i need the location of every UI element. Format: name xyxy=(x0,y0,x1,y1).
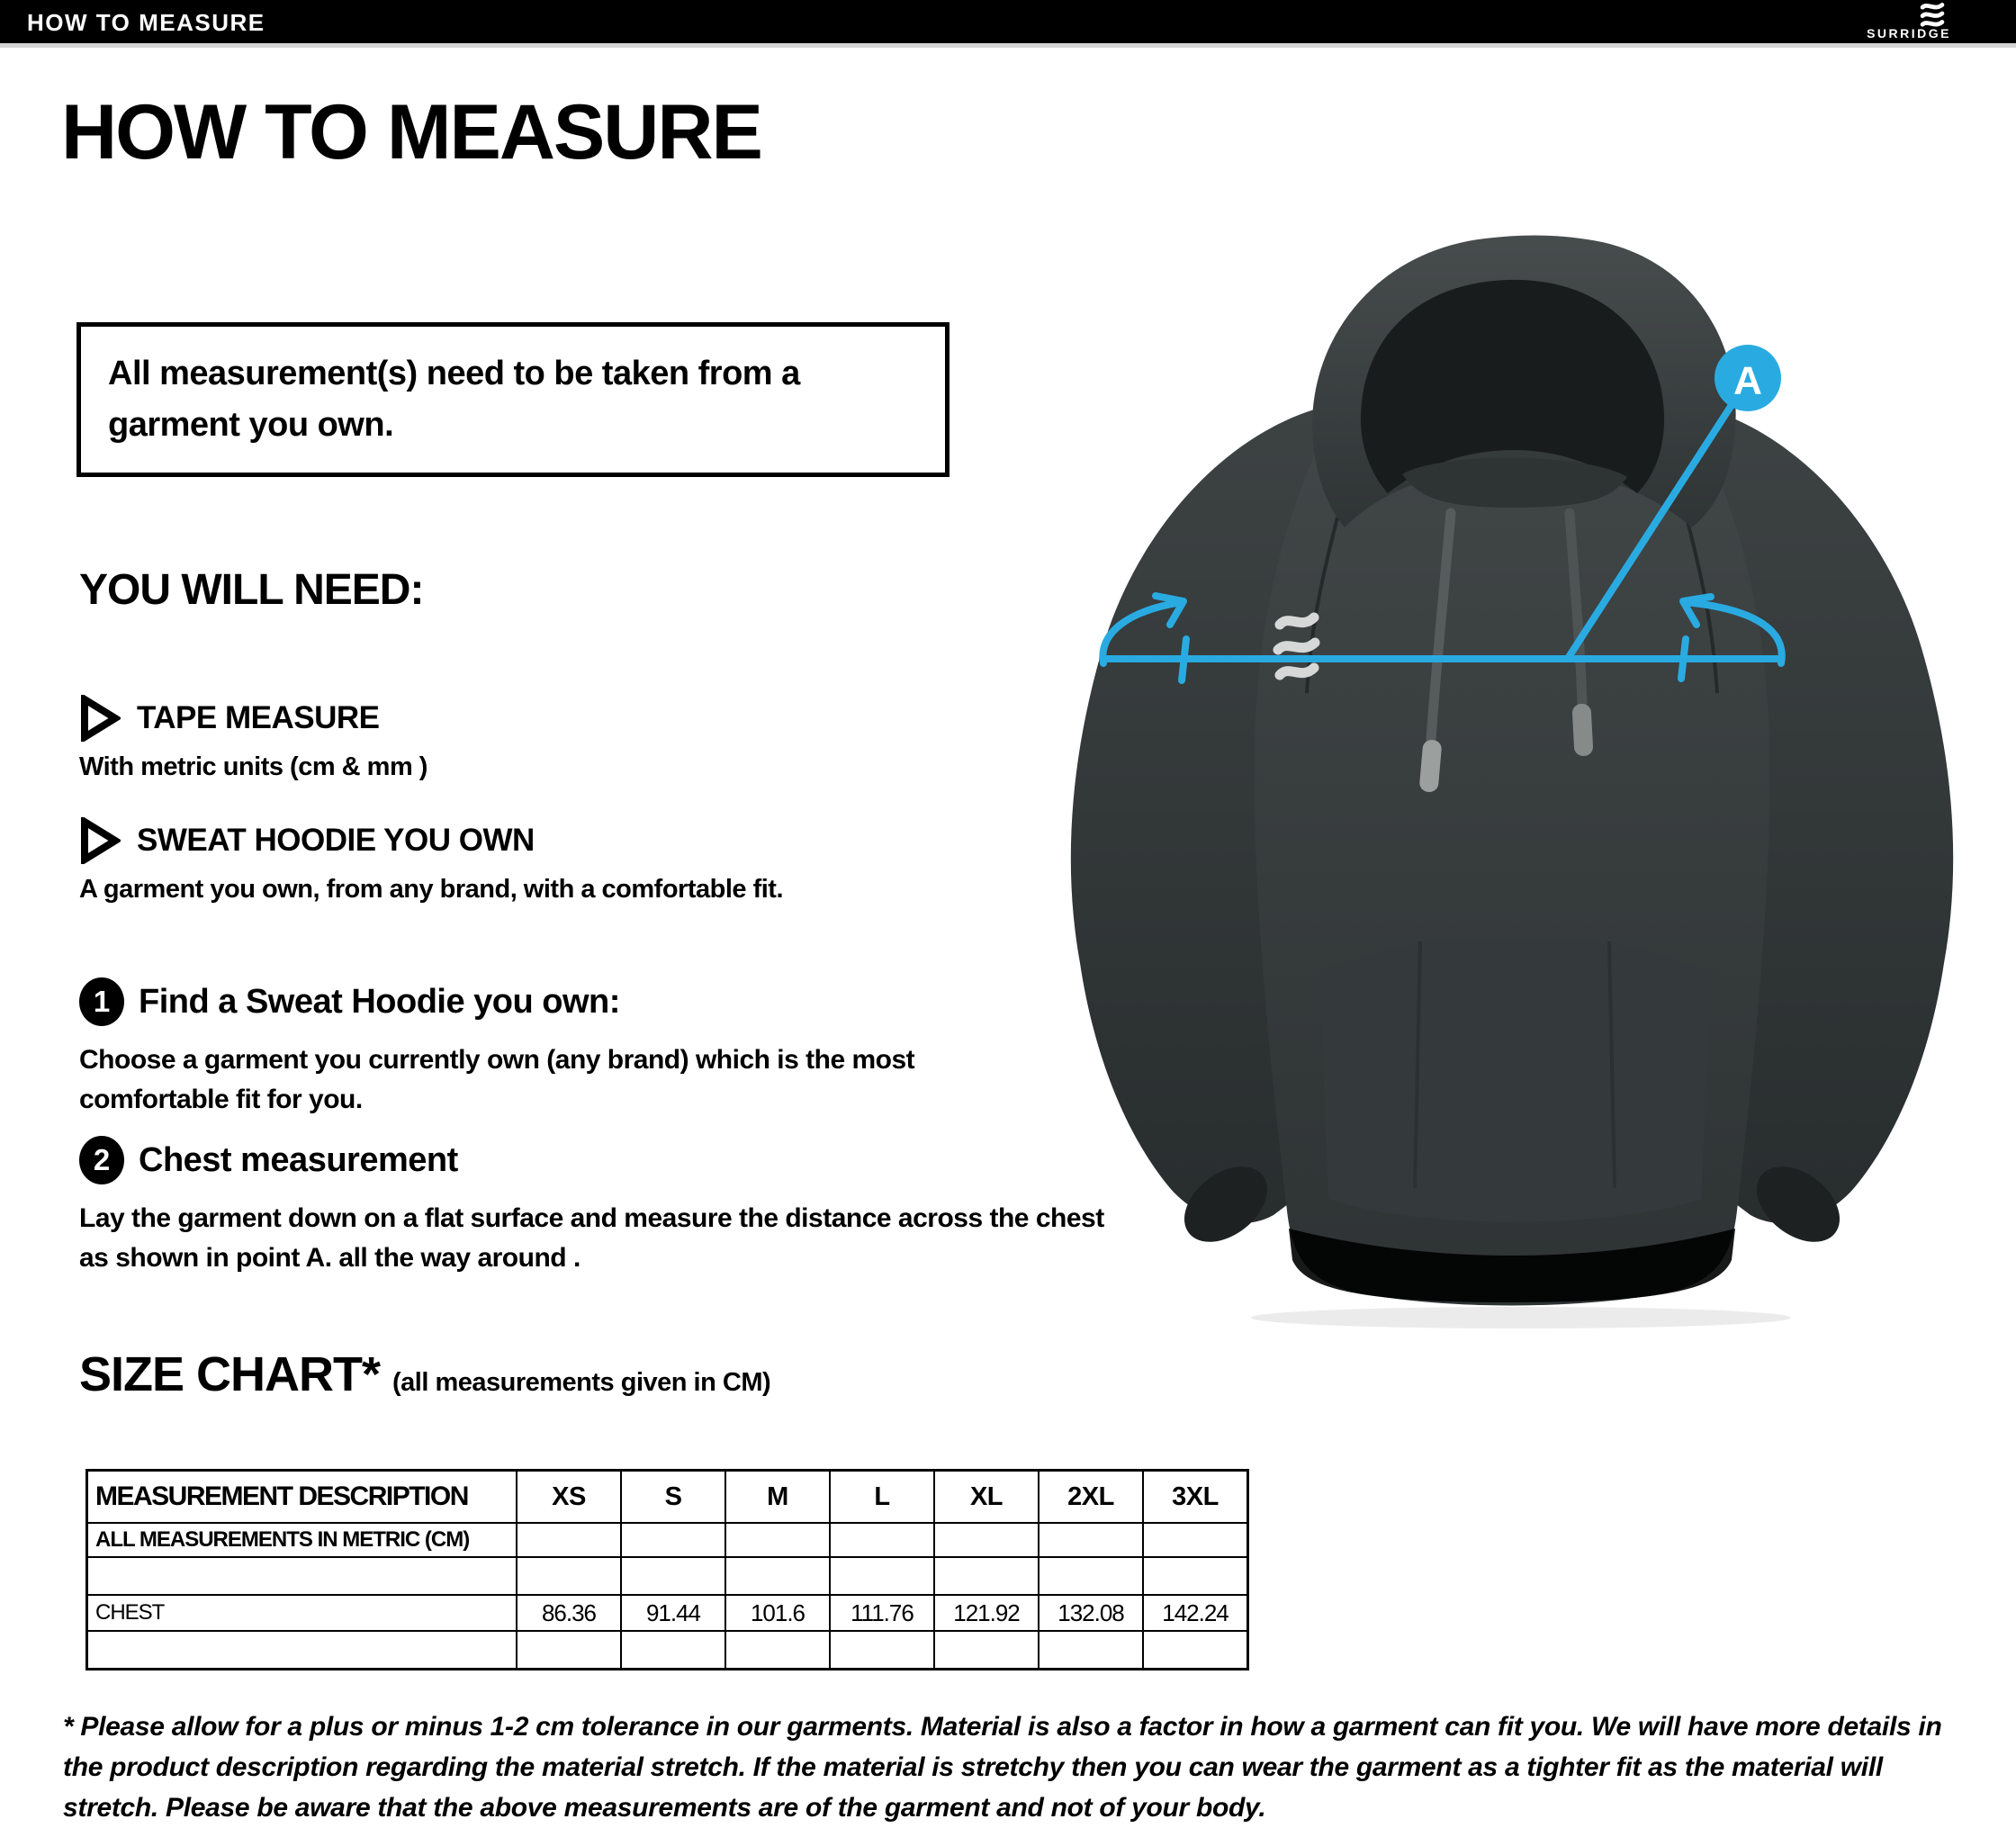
tolerance-footnote: * Please allow for a plus or minus 1-2 cm tolerance in our garments. Material is also a factor in how a garment can fit you. We will have more details in the product description regarding the material stretch. If the material is stretchy then you can wear the garment as a tighter fit as the material will stretch. Please be aware that the above measurements are of the garment and not of your body. xyxy=(63,1712,1942,1823)
table-cell: 121.92 xyxy=(934,1595,1039,1631)
table-header-cell: XL xyxy=(934,1471,1039,1524)
table-cell xyxy=(1143,1523,1248,1557)
hoodie-illustration xyxy=(1017,216,2007,1332)
table-row-chest xyxy=(87,1595,1248,1631)
step-1-find-garment xyxy=(79,977,997,1119)
ground-shadow xyxy=(1251,1307,1791,1328)
table-cell xyxy=(830,1523,934,1557)
size-chart-heading xyxy=(79,1346,770,1402)
table-header-row xyxy=(87,1471,1248,1524)
top-bar-title: HOW TO MEASURE xyxy=(27,9,266,36)
table-cell: 91.44 xyxy=(621,1595,725,1631)
table-header-cell: S xyxy=(621,1471,725,1524)
table-cell xyxy=(830,1631,934,1670)
table-cell xyxy=(934,1557,1039,1595)
need-item-desc: A garment you own, from any brand, with a comfortable fit. xyxy=(79,875,783,904)
triangle-right-icon xyxy=(79,817,121,864)
table-cell xyxy=(87,1557,518,1595)
table-row xyxy=(87,1557,1248,1595)
need-item-title: TAPE MEASURE xyxy=(137,700,380,735)
table-cell xyxy=(1039,1631,1143,1670)
top-bar xyxy=(0,0,2016,48)
kangaroo-pocket xyxy=(1319,941,1712,1222)
you-will-need-heading: YOU WILL NEED: xyxy=(79,566,424,614)
table-cell xyxy=(621,1523,725,1557)
table-cell xyxy=(517,1557,621,1595)
table-cell xyxy=(621,1631,725,1670)
need-item-tape-measure xyxy=(79,695,428,782)
table-header-cell: MEASUREMENT DESCRIPTION xyxy=(87,1471,518,1524)
size-chart-table xyxy=(86,1469,1249,1670)
table-cell xyxy=(934,1631,1039,1670)
table-cell xyxy=(934,1523,1039,1557)
table-cell: 86.36 xyxy=(517,1595,621,1631)
notice-box: All measurement(s) need to be taken from a garment you own. xyxy=(76,322,950,477)
table-cell: 111.76 xyxy=(830,1595,934,1631)
step-number-badge: 2 xyxy=(79,1136,124,1184)
table-cell xyxy=(830,1557,934,1595)
marker-a-label: A xyxy=(1733,358,1762,403)
table-cell: ALL MEASUREMENTS IN METRIC (CM) xyxy=(87,1523,518,1557)
table-cell: 142.24 xyxy=(1143,1595,1248,1631)
table-header-cell: 2XL xyxy=(1039,1471,1143,1524)
tick-left xyxy=(1182,639,1186,680)
table-cell xyxy=(517,1523,621,1557)
brand-name: SURRIDGE xyxy=(1867,26,1951,41)
step-title: Find a Sweat Hoodie you own: xyxy=(139,982,620,1021)
step-2-chest-measurement xyxy=(79,1136,1128,1277)
table-cell: CHEST xyxy=(87,1595,518,1631)
table-header-cell: M xyxy=(725,1471,830,1524)
table-cell xyxy=(1039,1523,1143,1557)
step-desc: Choose a garment you currently own (any brand) which is the most comfortable fit for you. xyxy=(79,1045,915,1114)
need-item-title: SWEAT HOODIE YOU OWN xyxy=(137,823,535,858)
step-title: Chest measurement xyxy=(139,1140,458,1179)
triangle-right-icon xyxy=(79,695,121,742)
table-cell xyxy=(1039,1557,1143,1595)
surridge-logo xyxy=(1834,2,1951,41)
table-header-cell: XS xyxy=(517,1471,621,1524)
size-chart-subtitle: (all measurements given in CM) xyxy=(392,1368,771,1397)
size-chart-title: SIZE CHART* xyxy=(79,1347,381,1401)
table-cell xyxy=(517,1631,621,1670)
table-cell: 101.6 xyxy=(725,1595,830,1631)
table-cell xyxy=(725,1557,830,1595)
table-header-cell: L xyxy=(830,1471,934,1524)
table-cell xyxy=(621,1557,725,1595)
need-item-desc: With metric units (cm & mm ) xyxy=(79,752,428,781)
need-item-sweat-hoodie xyxy=(79,817,783,905)
page-title: HOW TO MEASURE xyxy=(61,89,761,176)
surridge-s-icon xyxy=(1919,2,1946,29)
table-row xyxy=(87,1631,1248,1670)
table-header-cell: 3XL xyxy=(1143,1471,1248,1524)
right-aglet xyxy=(1571,703,1593,756)
step-desc: Lay the garment down on a flat surface and measure the distance across the chest as shown in point A. all the way around . xyxy=(79,1203,1104,1273)
table-cell xyxy=(87,1631,518,1670)
table-cell xyxy=(1143,1631,1248,1670)
table-cell xyxy=(725,1523,830,1557)
step-number-badge: 1 xyxy=(79,977,124,1026)
table-cell xyxy=(1143,1557,1248,1595)
table-cell: 132.08 xyxy=(1039,1595,1143,1631)
tick-right xyxy=(1681,639,1686,679)
table-row xyxy=(87,1523,1248,1557)
table-cell xyxy=(725,1631,830,1670)
